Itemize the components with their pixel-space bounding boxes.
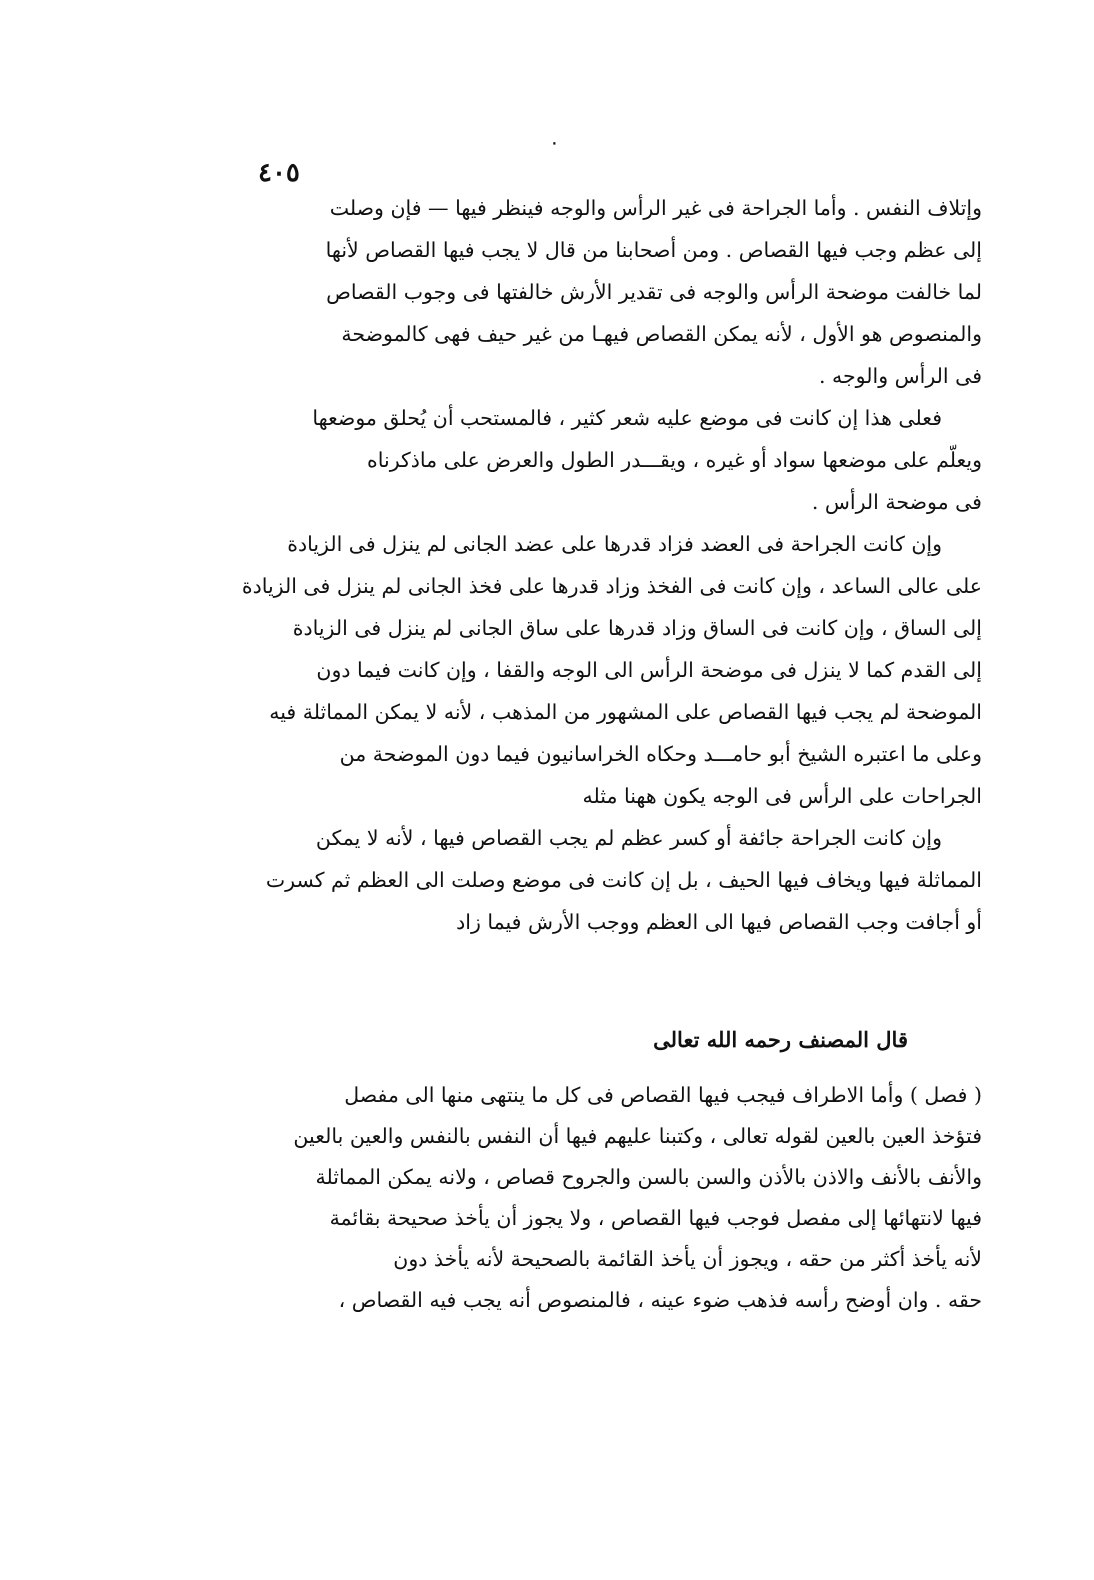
text-line: فعلى هذا إن كانت فى موضع عليه شعر كثير ، فالمستحب أن يُحلق موضعها	[312, 406, 942, 430]
text-line: إلى عظم وجب فيها القصاص . ومن أصحابنا من قال لا يجب فيها القصاص لأنها	[325, 238, 982, 262]
text-line: فيها لانتهائها إلى مفصل فوجب فيها القصاص ، ولا يجوز أن يأخذ صحيحة بقائمة	[329, 1206, 982, 1230]
text-section-2	[224, 1075, 982, 1321]
text-section-1	[224, 187, 982, 943]
text-line: إلى القدم كما لا ينزل فى موضحة الرأس الى الوجه والقفا ، وإن كانت فيما دون	[316, 658, 982, 682]
paragraph	[224, 817, 982, 943]
text-line: وعلى ما اعتبره الشيخ أبو حامـــد وحكاه الخراسانيون فيما دون الموضحة من	[339, 742, 982, 766]
text-line: وإن كانت الجراحة جائفة أو كسر عظم لم يجب القصاص فيها ، لأنه لا يمكن	[315, 826, 942, 850]
paragraph	[224, 523, 982, 817]
text-line: لما خالفت موضحة الرأس والوجه فى تقدير الأرش خالفتها فى وجوب القصاص	[326, 280, 982, 304]
text-line: والمنصوص هو الأول ، لأنه يمكن القصاص فيهـا من غير حيف فهى كالموضحة	[341, 322, 982, 346]
paragraph	[224, 187, 982, 397]
text-line: فى موضحة الرأس .	[811, 490, 982, 514]
text-line: وإن كانت الجراحة فى العضد فزاد قدرها على عضد الجانى لم ينزل فى الزيادة	[287, 532, 942, 556]
paragraph	[224, 397, 982, 523]
text-line: فتؤخذ العين بالعين لقوله تعالى ، وكتبنا عليهم فيها أن النفس بالنفس والعين بالعين	[293, 1124, 982, 1148]
text-line: حقه . وان أوضح رأسه فذهب ضوء عينه ، فالمنصوص أنه يجب فيه القصاص ،	[338, 1288, 982, 1312]
text-line: وإتلاف النفس . وأما الجراحة فى غير الرأس والوجه فينظر فيها — فإن وصلت	[329, 196, 982, 220]
text-line: والأنف بالأنف والاذن بالأذن والسن بالسن والجروح قصاص ، ولانه يمكن المماثلة	[315, 1165, 982, 1189]
text-line: ويعلّم على موضعها سواد أو غيره ، ويقـــدر الطول والعرض على ماذكرناه	[367, 448, 982, 472]
text-line: أو أجافت وجب القصاص فيها الى العظم ووجب الأرش فيما زاد	[456, 910, 982, 934]
text-line: الموضحة لم يجب فيها القصاص على المشهور من المذهب ، لأنه لا يمكن المماثلة فيه	[269, 700, 982, 724]
page-mark: ٠	[549, 130, 560, 154]
text-line: على عالى الساعد ، وإن كانت فى الفخذ وزاد قدرها على فخذ الجانى لم ينزل فى الزيادة	[241, 574, 982, 598]
text-line: المماثلة فيها ويخاف فيها الحيف ، بل إن كانت فى موضع وصلت الى العظم ثم كسرت	[265, 868, 982, 892]
section-heading: قال المصنف رحمه الله تعالى	[653, 1027, 908, 1052]
text-line: ( فصل ) وأما الاطراف فيجب فيها القصاص فى كل ما ينتهى منها الى مفصل	[344, 1083, 982, 1107]
text-line: إلى الساق ، وإن كانت فى الساق وزاد قدرها على ساق الجانى لم ينزل فى الزيادة	[292, 616, 982, 640]
text-line: الجراحات على الرأس فى الوجه يكون ههنا مثله	[582, 784, 982, 808]
text-line: فى الرأس والوجه .	[818, 364, 982, 388]
page-number: ٤٠٥	[258, 158, 300, 188]
paragraph	[224, 1075, 982, 1321]
text-line: لأنه يأخذ أكثر من حقه ، ويجوز أن يأخذ القائمة بالصحيحة لأنه يأخذ دون	[393, 1247, 982, 1271]
